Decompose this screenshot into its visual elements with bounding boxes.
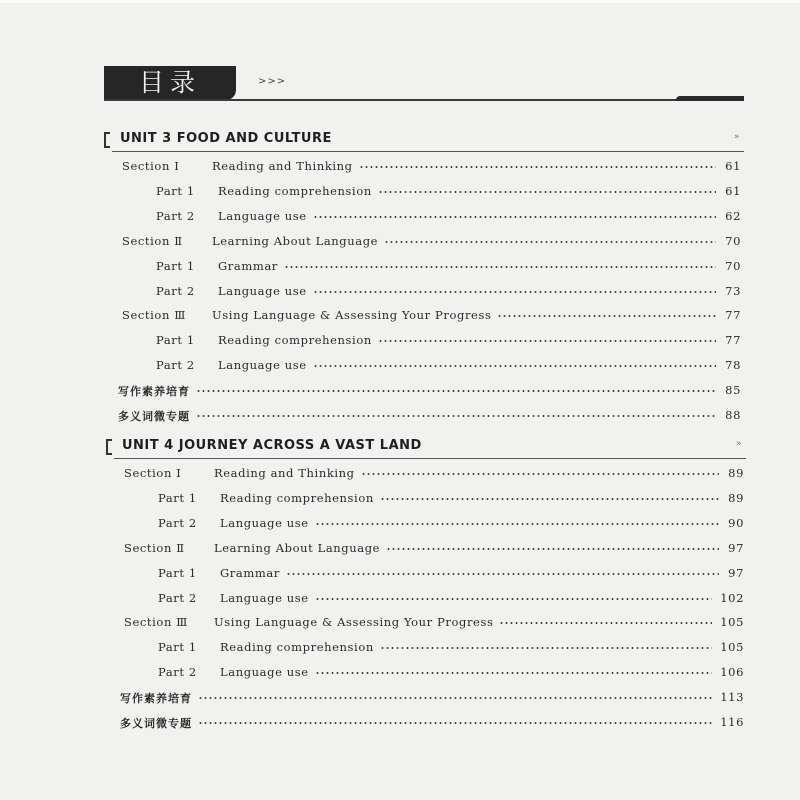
toc-entry[interactable] bbox=[158, 665, 744, 683]
toc-entry[interactable] bbox=[156, 209, 741, 227]
part-label: Part 2 bbox=[156, 358, 195, 372]
page-number: 97 bbox=[728, 541, 744, 555]
entry-title: Language use bbox=[218, 358, 307, 372]
dot-leader bbox=[196, 390, 716, 392]
page-number: 105 bbox=[720, 615, 744, 629]
toc-header bbox=[104, 66, 744, 102]
unit-heading bbox=[104, 130, 744, 150]
chevron-right-icon: » bbox=[736, 439, 742, 449]
dot-leader bbox=[313, 365, 716, 367]
page-number: 73 bbox=[725, 284, 741, 298]
header-rule-accent bbox=[676, 96, 744, 101]
entry-title: Reading comprehension bbox=[220, 640, 374, 654]
toc-entry[interactable] bbox=[156, 184, 741, 202]
entry-title: Reading and Thinking bbox=[214, 466, 355, 480]
part-label: Part 1 bbox=[158, 640, 197, 654]
entry-title: Language use bbox=[220, 665, 309, 679]
dot-leader bbox=[384, 241, 716, 243]
dot-leader bbox=[313, 216, 716, 218]
page-number: 97 bbox=[728, 566, 744, 580]
unit-heading bbox=[106, 437, 746, 457]
part-label: Part 1 bbox=[156, 259, 195, 273]
entry-title: 写作素养培育 bbox=[118, 385, 190, 398]
part-label: Part 2 bbox=[156, 284, 195, 298]
dot-leader bbox=[198, 722, 712, 724]
toc-entry[interactable] bbox=[118, 408, 741, 426]
entry-title: 多义词微专题 bbox=[120, 717, 192, 730]
part-label: Part 2 bbox=[156, 209, 195, 223]
part-label: Part 2 bbox=[158, 665, 197, 679]
entry-title: Language use bbox=[218, 284, 307, 298]
entry-title: 写作素养培育 bbox=[120, 692, 192, 705]
dot-leader bbox=[499, 622, 711, 624]
part-label: Part 1 bbox=[156, 333, 195, 347]
entry-title: Using Language & Assessing Your Progress bbox=[214, 615, 494, 629]
toc-entry[interactable] bbox=[158, 640, 744, 658]
page-number: 89 bbox=[728, 466, 744, 480]
unit-title: UNIT 3 FOOD AND CULTURE bbox=[120, 131, 332, 146]
entry-title: Using Language & Assessing Your Progress bbox=[212, 308, 492, 322]
toc-entry[interactable] bbox=[156, 259, 741, 277]
part-label: Part 1 bbox=[158, 566, 197, 580]
bracket-icon bbox=[104, 132, 110, 148]
section-label: Section Ⅲ bbox=[124, 615, 188, 629]
toc-entry[interactable] bbox=[158, 516, 744, 534]
page-number: 89 bbox=[728, 491, 744, 505]
page-number: 85 bbox=[725, 383, 741, 397]
entry-title: Language use bbox=[220, 591, 309, 605]
toc-entry[interactable] bbox=[156, 358, 741, 376]
unit-title: UNIT 4 JOURNEY ACROSS A VAST LAND bbox=[122, 438, 422, 453]
page-number: 116 bbox=[720, 715, 744, 729]
section-label: Section Ⅰ bbox=[124, 466, 182, 480]
entry-title: Reading comprehension bbox=[218, 333, 372, 347]
page-number: 70 bbox=[725, 259, 741, 273]
part-label: Part 2 bbox=[158, 591, 197, 605]
dot-leader bbox=[380, 647, 712, 649]
dot-leader bbox=[286, 573, 719, 575]
section-label: Section Ⅱ bbox=[122, 234, 183, 248]
unit-rule bbox=[114, 458, 746, 459]
section-label: Section Ⅱ bbox=[124, 541, 185, 555]
page-number: 88 bbox=[725, 408, 741, 422]
dot-leader bbox=[497, 315, 716, 317]
toc-entry[interactable] bbox=[122, 159, 741, 177]
toc-entry[interactable] bbox=[120, 715, 744, 733]
entry-title: Learning About Language bbox=[214, 541, 381, 555]
toc-entry[interactable] bbox=[122, 308, 741, 326]
dot-leader bbox=[386, 548, 719, 550]
dot-leader bbox=[313, 291, 716, 293]
dot-leader bbox=[380, 498, 719, 500]
part-label: Part 1 bbox=[158, 491, 197, 505]
part-label: Part 2 bbox=[158, 516, 197, 530]
toc-entry[interactable] bbox=[120, 690, 744, 708]
toc-entry[interactable] bbox=[156, 333, 741, 351]
entry-title: Reading comprehension bbox=[218, 184, 372, 198]
page-number: 62 bbox=[725, 209, 741, 223]
page-number: 113 bbox=[720, 690, 744, 704]
dot-leader bbox=[315, 598, 712, 600]
entry-title: Reading comprehension bbox=[220, 491, 374, 505]
entry-title: Grammar bbox=[218, 259, 278, 273]
toc-entry[interactable] bbox=[124, 466, 744, 484]
dot-leader bbox=[361, 473, 719, 475]
entry-title: Reading and Thinking bbox=[212, 159, 353, 173]
entry-title: Language use bbox=[220, 516, 309, 530]
page-number: 77 bbox=[725, 333, 741, 347]
page-number: 61 bbox=[725, 159, 741, 173]
dot-leader bbox=[378, 340, 716, 342]
page-number: 78 bbox=[725, 358, 741, 372]
dot-leader bbox=[315, 523, 719, 525]
toc-entry[interactable] bbox=[118, 383, 741, 401]
entry-title: 多义词微专题 bbox=[118, 410, 190, 423]
entry-title: Grammar bbox=[220, 566, 280, 580]
toc-entry[interactable] bbox=[124, 615, 744, 633]
page-number: 77 bbox=[725, 308, 741, 322]
page-title: 目录 bbox=[104, 66, 236, 100]
toc-entry[interactable] bbox=[124, 541, 744, 559]
entry-title: Language use bbox=[218, 209, 307, 223]
toc-entry[interactable] bbox=[122, 234, 741, 252]
dot-leader bbox=[198, 697, 712, 699]
dot-leader bbox=[378, 191, 716, 193]
unit-rule bbox=[112, 151, 744, 152]
page-number: 102 bbox=[720, 591, 744, 605]
toc-entry[interactable] bbox=[156, 284, 741, 302]
dot-leader bbox=[196, 415, 716, 417]
dot-leader bbox=[359, 166, 716, 168]
header-rule bbox=[104, 99, 744, 101]
page-number: 106 bbox=[720, 665, 744, 679]
page-number: 90 bbox=[728, 516, 744, 530]
chevron-right-icon: » bbox=[734, 132, 740, 142]
title-arrows: >>> bbox=[258, 76, 287, 87]
bracket-icon bbox=[106, 439, 112, 455]
dot-leader bbox=[284, 266, 716, 268]
section-label: Section Ⅰ bbox=[122, 159, 180, 173]
page-number: 105 bbox=[720, 640, 744, 654]
toc-entry[interactable] bbox=[158, 491, 744, 509]
page-number: 61 bbox=[725, 184, 741, 198]
entry-title: Learning About Language bbox=[212, 234, 379, 248]
toc-entry[interactable] bbox=[158, 591, 744, 609]
part-label: Part 1 bbox=[156, 184, 195, 198]
page-number: 70 bbox=[725, 234, 741, 248]
dot-leader bbox=[315, 672, 712, 674]
section-label: Section Ⅲ bbox=[122, 308, 186, 322]
toc-entry[interactable] bbox=[158, 566, 744, 584]
